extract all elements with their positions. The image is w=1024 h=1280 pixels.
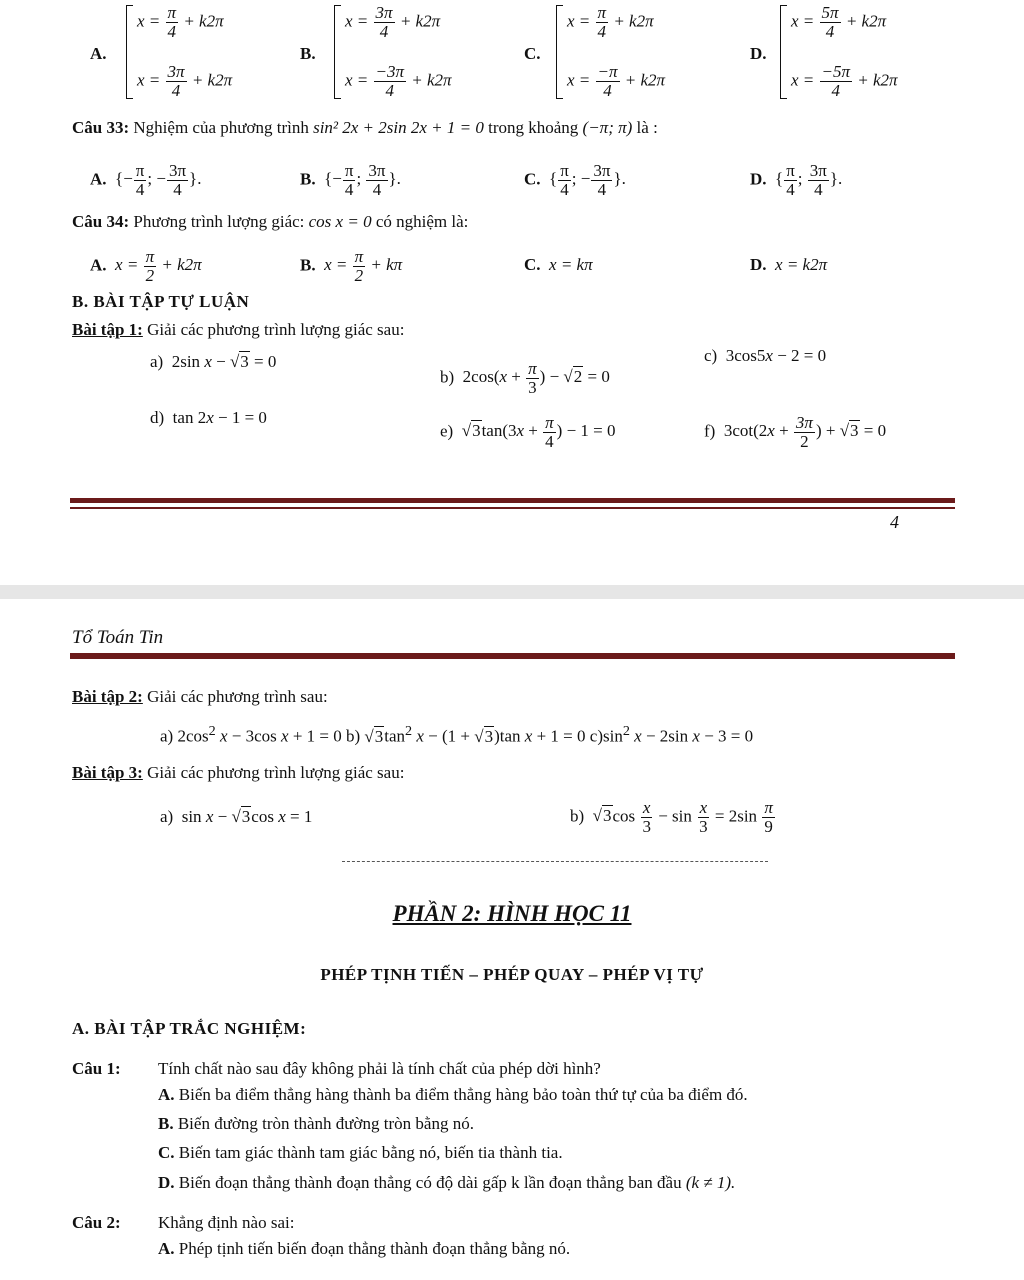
q34-option-d: D. x = k2π xyxy=(750,255,828,274)
part2-title: PHẦN 2: HÌNH HỌC 11 xyxy=(392,901,632,926)
page-footer-thin-rule xyxy=(70,507,955,509)
q32-option-d-system: x = $\frac{5\pi}{4}$ + k2π x = $\frac{-5\pi}{4}$ + k2π xyxy=(780,4,898,100)
q34-option-a: A. x = $\frac{\pi}{2}$ + k2π xyxy=(90,247,202,285)
bt1-item-a: a) 2sin x − √3 = 0 xyxy=(150,352,277,371)
q34-option-b: B. x = $\frac{\pi}{2}$ + kπ xyxy=(300,247,403,285)
q33-interval: (−π; π) xyxy=(582,118,633,137)
q33-option-c: C. { $\frac{\pi}{4}$ ; − $\frac{3\pi}{4}$ }. xyxy=(524,161,626,199)
bt1-item-c: c) 3cos5x − 2 = 0 xyxy=(704,346,827,365)
q34-option-c: C. x = kπ xyxy=(524,255,593,274)
q1-option-d: D. Biến đoạn thẳng thành đoạn thẳng có độ dài gấp k lần đoạn thẳng ban đầu (k ≠ 1). xyxy=(158,1173,736,1192)
q32-option-b-label: B. xyxy=(300,44,316,63)
bt3-label: Bài tập 3: xyxy=(72,763,143,782)
q32-option-b-system: x = $\frac{3\pi}{4}$ + k2π x = $\frac{-3\pi}{4}$ + k2π xyxy=(334,4,452,100)
bt1-item-e: e) √3tan(3x + $\frac{\pi}{4}$ ) − 1 = 0 xyxy=(440,413,616,451)
bt1-item-f: f) 3cot(2x + $\frac{3\pi}{2}$ ) + √3 = 0 xyxy=(704,413,887,451)
q2-text: Khẳng định nào sai: xyxy=(158,1213,295,1232)
bt3-item-a: a) sin x − √3cos x = 1 xyxy=(160,807,313,826)
q33-stem: Câu 33: Nghiệm của phương trình sin² 2x + 2sin 2x + 1 = 0 trong khoảng (−π; π) là : xyxy=(72,118,658,137)
q2-option-a: A. Phép tịnh tiến biến đoạn thẳng thành đoạn thẳng bằng nó. xyxy=(158,1239,571,1258)
q32-option-c-system: x = $\frac{\pi}{4}$ + k2π x = $\frac{-\pi}{4}$ + k2π xyxy=(556,4,665,100)
q32-option-a-label: A. xyxy=(90,44,107,63)
bt2-item-a-label: a) xyxy=(160,726,174,746)
q34-label: Câu 34: xyxy=(72,212,130,231)
part2-subtitle: PHÉP TỊNH TIẾN – PHÉP QUAY – PHÉP VỊ TỰ xyxy=(320,965,704,984)
bt2-items: a) $2\cos^2$ x − 3cos x + 1 = 0 b) $√3\tan^2$ x − (1 + √3)tan x + 1 = 0 $c)\sin^2$ x − 2sin x − 3 = 0 xyxy=(160,723,754,746)
q1-text: Tính chất nào sau đây không phải là tính chất của phép dời hình? xyxy=(158,1059,601,1078)
q1-option-c: C. Biến tam giác thành tam giác bằng nó, biến tia thành tia. xyxy=(158,1143,563,1162)
q32-option-c-label: C. xyxy=(524,44,541,63)
q32-option-d-label: D. xyxy=(750,44,767,63)
q33-equation: sin² 2x + 2sin 2x + 1 = 0 xyxy=(313,118,484,137)
q1-option-b: B. Biến đường tròn thành đường tròn bằng nó. xyxy=(158,1114,474,1133)
bt1-label: Bài tập 1: xyxy=(72,320,143,339)
q34-equation: cos x = 0 xyxy=(308,212,372,231)
bt3-item-b: b) √3cos $\frac{x}{3}$ − sin $\frac{x}{3}$ = 2sin $\frac{\pi}{9}$ xyxy=(570,798,773,836)
section-a-title: A. BÀI TẬP TRẮC NGHIỆM: xyxy=(72,1019,307,1038)
q1-option-a: A. Biến ba điểm thẳng hàng thành ba điểm thẳng hàng bảo toàn thứ tự của ba điểm đó. xyxy=(158,1085,748,1104)
q33-option-d: D. { $\frac{\pi}{4}$ ; $\frac{3\pi}{4}$ }. xyxy=(750,161,843,199)
q33-option-a: A. {− $\frac{\pi}{4}$ ; − $\frac{3\pi}{4}$ }. xyxy=(90,161,202,199)
page-number: 4 xyxy=(890,512,899,532)
section-b-title: B. BÀI TẬP TỰ LUẬN xyxy=(72,292,250,311)
q34-stem: Câu 34: Phương trình lượng giác: cos x = 0 có nghiệm là: xyxy=(72,212,469,231)
bt1-item-d: d) tan 2x − 1 = 0 xyxy=(150,408,267,427)
page-1 xyxy=(0,0,1024,585)
bt1-heading: Bài tập 1: Giải các phương trình lượng giác sau: xyxy=(72,320,405,339)
dashed-separator xyxy=(342,861,768,862)
bt1-item-b: b) 2cos(x + $\frac{\pi}{3}$ ) − √2 = 0 xyxy=(440,359,610,397)
q33-label: Câu 33: xyxy=(72,118,130,137)
page-header-rule xyxy=(70,653,955,659)
page-header: Tổ Toán Tin xyxy=(72,627,164,648)
q2-label: Câu 2: xyxy=(72,1213,121,1232)
q32-option-a-system: x = $\frac{\pi}{4}$ + k2π x = $\frac{3\pi}{4}$ + k2π xyxy=(126,4,232,100)
bt2-item-b-label: b) xyxy=(346,726,361,746)
bt2-heading: Bài tập 2: Giải các phương trình sau: xyxy=(72,687,328,706)
bt3-heading: Bài tập 3: Giải các phương trình lượng giác sau: xyxy=(72,763,405,782)
page-footer-rule xyxy=(70,498,955,503)
bt2-item-c-label: c) xyxy=(589,726,603,746)
bt2-label: Bài tập 2: xyxy=(72,687,143,706)
page-gap xyxy=(0,585,1024,599)
q33-option-b: B. {− $\frac{\pi}{4}$ ; $\frac{3\pi}{4}$ }. xyxy=(300,161,401,199)
page-2 xyxy=(0,599,1024,1280)
q1-label: Câu 1: xyxy=(72,1059,121,1078)
